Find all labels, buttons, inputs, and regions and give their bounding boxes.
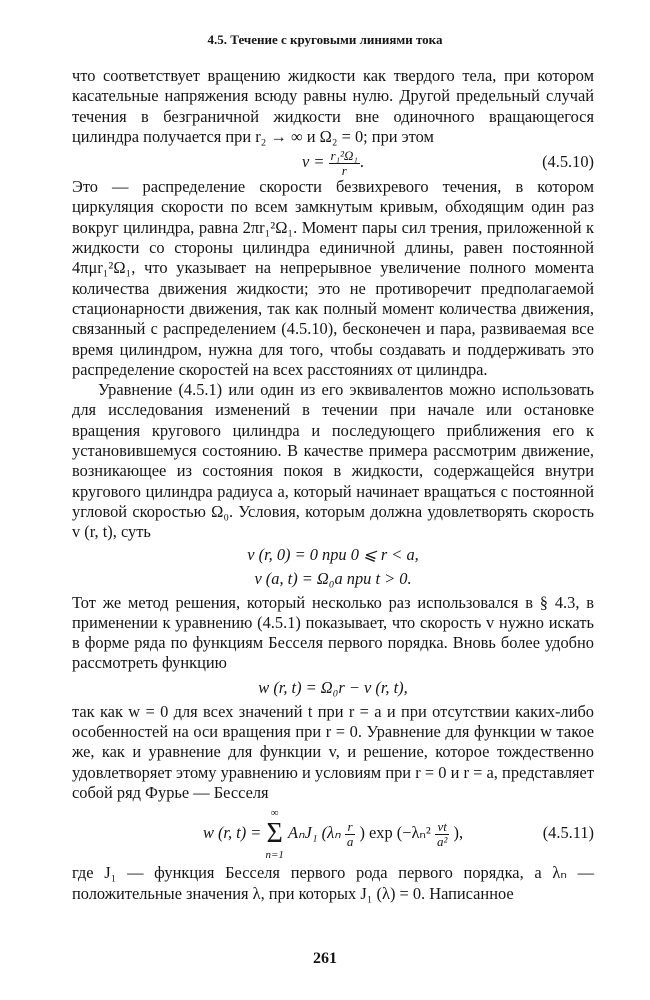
eq-4-5-10-denominator: r [341, 162, 347, 178]
paragraph-4: Тот же метод решения, который несколько раз использовался в § 4.3, в применении к уравнению (4.5.1) показывает, что скорость v нужно искать в форме ряда по функциям Бесселя первого порядка. Вновь более удобно рассмотреть функцию [72, 592, 594, 673]
eq-4-5-10-fraction [329, 149, 360, 178]
page-body [72, 66, 594, 904]
fraction-2-denominator: a² [436, 833, 448, 849]
paragraph-6: где J₁ — функция Бесселя первого рода первого порядка, а λₙ — положительные значения λ, при которых J₁ (λ) = 0. Написанное [72, 863, 594, 903]
page-number: 261 [313, 950, 337, 967]
equation-4-5-11 [72, 803, 594, 863]
equation-number-4-5-11: (4.5.11) [542, 823, 594, 843]
fraction-1-denominator: a [346, 833, 354, 849]
paragraph-3: Уравнение (4.5.1) или один из его эквивалентов можно использовать для исследования изменений в течении при начале или остановке вращения кругового цилиндра и последующего приближения его к установившемуся состоянию. В качестве примера рассмотрим движение, возникающее из состояния покоя в жидкости, содержащейся внутри кругового цилиндра радиуса a, который начинает вращаться с постоянной угловой скоростью Ω₀. Условия, которым должна удовлетворять скорость v (r, t), суть [72, 380, 594, 542]
condition-wall: v (a, t) = Ω₀a при t > 0. [254, 568, 412, 588]
paragraph-1: что соответствует вращению жидкости как твердого тела, при котором касательные напряжения всюду равны нулю. Другой предельный случай течения в безграничной жидкости вне одиночного вращающегося цилиндра получается при r₂ → ∞ и Ω₂ = 0; при этом [72, 66, 594, 146]
eq-4-5-11-fraction-2 [435, 820, 449, 849]
paragraph-5: так как w = 0 для всех значений t при r = a и при отсутствии каких-либо особенностей на оси вращения при r = 0. Уравнение для функции w такое же, как и уравнение для функции v, и решение, которое тождественно удовлетворяет этому уравнению и условиям при r = 0 и r = a, представляет собой ряд Фурье — Бесселя [72, 701, 594, 802]
eq-4-5-11-fraction-1 [345, 820, 356, 849]
sum-upper-limit: ∞ [270, 807, 279, 820]
equation-4-5-10 [72, 147, 594, 177]
sum-sign: Σ [266, 818, 283, 850]
condition-initial: v (r, 0) = 0 при 0 ⩽ r < a, [247, 544, 419, 564]
running-head: 4.5. Течение с круговыми линиями тока [207, 32, 443, 47]
equation-number-4-5-10: (4.5.10) [542, 152, 594, 172]
eq-4-5-10-lhs: v = [301, 152, 325, 172]
paragraph-2: Это — распределение скорости безвихревого течения, в котором циркуляция скорости по всем замкнутым кривым, обходящим один раз вокруг цилиндра, равна 2πr₁²Ω₁. Момент пары сил трения, приложенной к жидкости со стороны цилиндра единичной длины, равен постоянной 4πμr₁²Ω₁, что указывает на непрерывное увеличение полного момента количества движения жидкости; это не противоречит предполагаемой стационарности движения, так как полный момент количества движения, связанный с распределением (4.5.10), бесконечен и пара, развиваемая все время цилиндром, нужна для того, чтобы создавать и поддерживать это распределение скоростей на всех расстояниях от цилиндра. [72, 177, 594, 379]
summation [265, 806, 283, 862]
eq-4-5-11-term: AₙJ₁ (λₙ [288, 823, 341, 843]
sum-lower-limit: n=1 [265, 849, 284, 862]
boundary-conditions [72, 543, 594, 593]
eq-4-5-10-numerator: r₁²Ω₁ [330, 147, 358, 163]
eq-4-5-11-tail: ), [453, 823, 464, 843]
equation-w-text: w (r, t) = Ω₀r − v (r, t), [258, 677, 408, 697]
fraction-2-numerator: νt [435, 820, 449, 835]
eq-4-5-10-tail: . [359, 152, 365, 172]
eq-4-5-11-lhs: w (r, t) = [202, 823, 262, 843]
equation-w [72, 674, 594, 702]
fraction-1-numerator: r [345, 820, 356, 835]
eq-4-5-11-mid: ) exp (−λₙ² [359, 823, 431, 843]
